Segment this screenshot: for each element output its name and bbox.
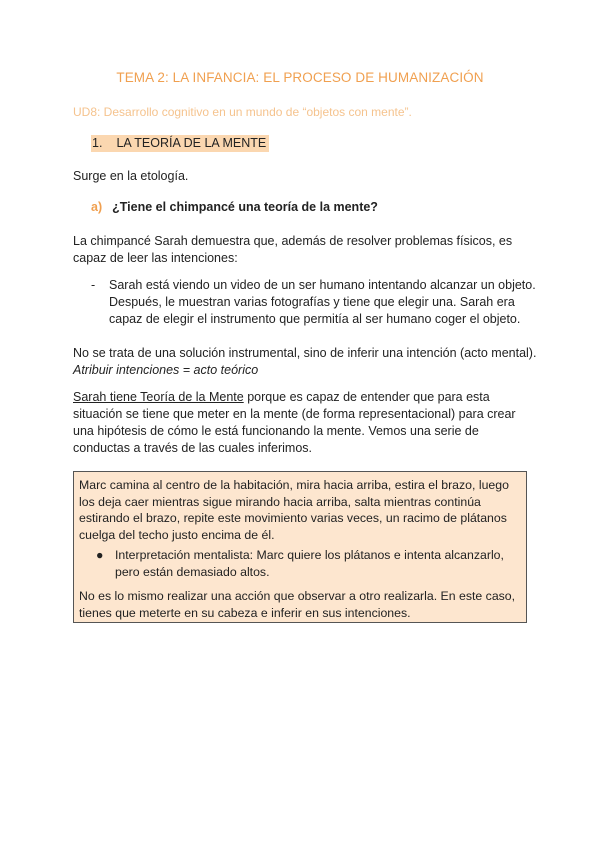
- section-number: 1.: [92, 136, 103, 150]
- question-letter: a): [91, 200, 103, 214]
- inference-line: No se trata de una solución instrumental, sino de inferir una intención (acto mental).: [73, 346, 537, 360]
- theory-underlined: Sarah tiene Teoría de la Mente: [73, 390, 244, 404]
- bullet-marker: ●: [96, 548, 104, 562]
- dash-marker: -: [91, 278, 96, 292]
- paragraph-inference: [73, 345, 543, 379]
- intro-text: Surge en la etología.: [73, 169, 189, 183]
- example-box: [73, 471, 527, 623]
- paragraph-theory: [73, 389, 535, 457]
- inference-italic: Atribuir intenciones = acto teórico: [73, 363, 259, 377]
- section-heading: [91, 135, 269, 152]
- question-text: ¿Tiene el chimpancé una teoría de la mente?: [112, 200, 378, 214]
- list-item-text: Sarah está viendo un video de un ser humano intentando alcanzar un objeto. Después, le muestran varias fotografías y tiene que elegir una. Sarah era capaz de elegir el instrumento que permitía al ser humano coger el objeto.: [109, 278, 536, 326]
- box-conclusion: No es lo mismo realizar una acción que observar a otro realizarla. En este caso, tienes que meterte en su cabeza e inferir en sus intenciones.: [79, 589, 516, 620]
- box-paragraph: Marc camina al centro de la habitación, mira hacia arriba, estira el brazo, luego los deja caer mientras sigue mirando hacia arriba, salta mientras continúa estirando el brazo, repite este movimiento varias veces, un racimo de plátanos cuelga del techo justo encima de él.: [79, 478, 509, 542]
- unit-subtitle: UD8: Desarrollo cognitivo en un mundo de “objetos con mente”.: [73, 105, 412, 119]
- paragraph-sarah: La chimpancé Sarah demuestra que, además de resolver problemas físicos, es capaz de leer las intenciones:: [73, 234, 513, 265]
- page-title: TEMA 2: LA INFANCIA: EL PROCESO DE HUMANIZACIÓN: [116, 70, 484, 85]
- box-bullet-text: Interpretación mentalista: Marc quiere los plátanos e intenta alcanzarlo, pero están demasiado altos.: [115, 548, 504, 579]
- question-heading: [91, 200, 378, 214]
- section-title: LA TEORÍA DE LA MENTE: [116, 136, 267, 150]
- theory-rest: porque es capaz de entender que para esta situación se tiene que meter en la mente (de forma representacional) para crear una hipótesis de cómo le está funcionando la mente. Vemos una serie de conductas a través de las cuales inferimos.: [73, 390, 516, 455]
